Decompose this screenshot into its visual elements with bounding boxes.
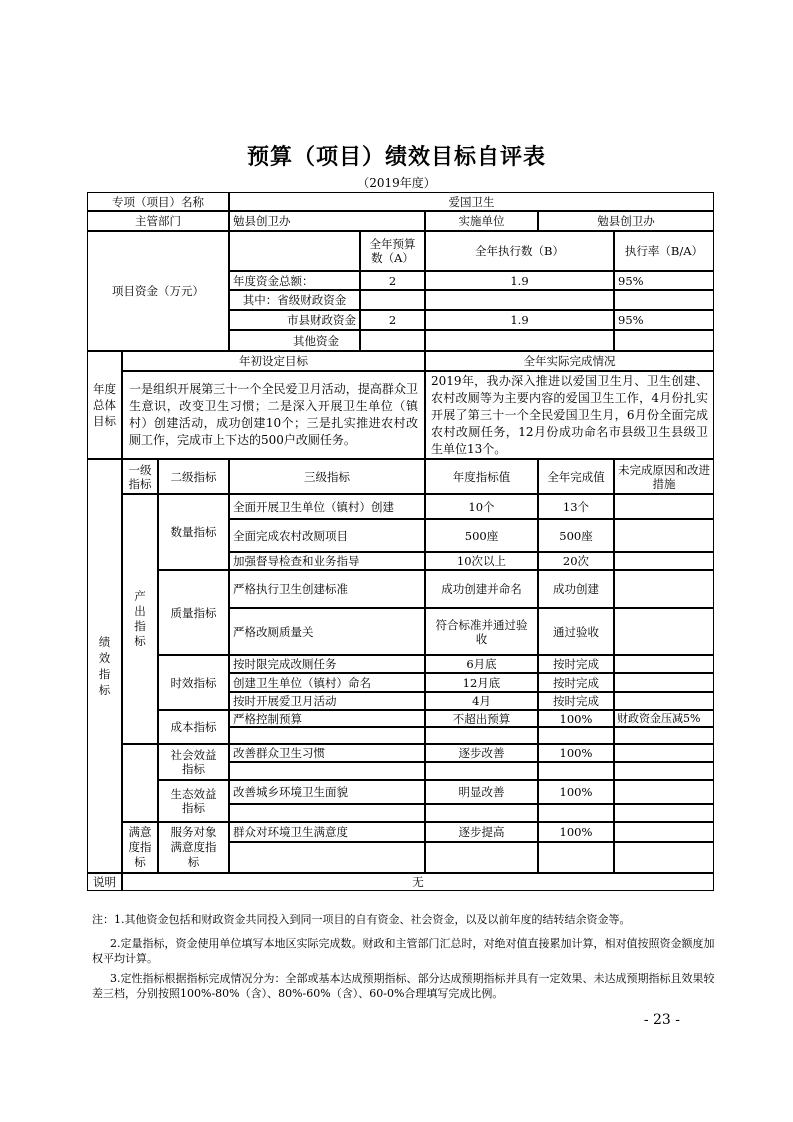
dept-value: 勉县创卫办 bbox=[229, 211, 425, 231]
indicator-actual bbox=[538, 727, 614, 744]
indicator-reason bbox=[614, 552, 714, 570]
effect-label bbox=[122, 744, 158, 822]
indicator-name: 加强督导检查和业务指导 bbox=[229, 552, 425, 570]
indicator-reason bbox=[614, 655, 714, 673]
indicator-reason: 财政资金压减5% bbox=[614, 710, 714, 727]
indicator-name: 改善城乡环境卫生面貌 bbox=[229, 780, 425, 804]
funds-row-budget: 2 bbox=[360, 310, 425, 330]
note-3: 3.定性指标根据指标完成情况分为：全部或基本达成预期指标、部分达成预期指标并具有一定效果、未达成预期指标且效果较差三档，分别按照100%-80%（含）、80%-60%（含）、60-0%合理填写完成比例。 bbox=[92, 972, 715, 1000]
indicator-actual: 100% bbox=[538, 822, 614, 842]
indicator-name bbox=[229, 804, 425, 822]
impl-label: 实施单位 bbox=[425, 211, 538, 231]
perf-h3: 三级指标 bbox=[229, 459, 425, 494]
cost-label: 成本指标 bbox=[158, 710, 229, 744]
perf-h5: 全年完成值 bbox=[538, 459, 614, 494]
indicator-actual: 通过验收 bbox=[538, 608, 614, 655]
funds-col-budget: 全年预算数（A） bbox=[360, 231, 425, 271]
indicator-name: 按时开展爱卫月活动 bbox=[229, 692, 425, 710]
indicator-target: 4月 bbox=[425, 692, 538, 710]
satisfaction-label: 满意度指标 bbox=[122, 822, 158, 873]
funds-row-name: 其他资金 bbox=[229, 330, 360, 351]
indicator-actual bbox=[538, 842, 614, 873]
indicator-actual: 100% bbox=[538, 780, 614, 804]
perf-h1: 一级指标 bbox=[122, 459, 158, 494]
goals-label: 年度总体目标 bbox=[87, 351, 122, 459]
indicator-target: 符合标准并通过验收 bbox=[425, 608, 538, 655]
indicator-actual: 100% bbox=[538, 744, 614, 762]
indicator-target bbox=[425, 762, 538, 780]
perf-h6: 未完成原因和改进措施 bbox=[614, 459, 714, 494]
indicator-reason bbox=[614, 804, 714, 822]
indicator-target: 500座 bbox=[425, 519, 538, 552]
impl-value: 勉县创卫办 bbox=[538, 211, 714, 231]
indicator-reason bbox=[614, 608, 714, 655]
social-label: 社会效益指标 bbox=[158, 744, 229, 780]
indicator-name: 全面完成农村改厕项目 bbox=[229, 519, 425, 552]
funds-row-exec: 1.9 bbox=[425, 271, 614, 290]
page-number: - 23 - bbox=[643, 1012, 680, 1028]
indicator-target: 成功创建并命名 bbox=[425, 570, 538, 608]
indicator-reason bbox=[614, 494, 714, 519]
indicator-target: 逐步提高 bbox=[425, 822, 538, 842]
indicator-name: 改善群众卫生习惯 bbox=[229, 744, 425, 762]
indicator-actual: 成功创建 bbox=[538, 570, 614, 608]
indicator-reason bbox=[614, 727, 714, 744]
indicator-target: 明显改善 bbox=[425, 780, 538, 804]
indicator-actual: 13个 bbox=[538, 494, 614, 519]
indicator-actual bbox=[538, 804, 614, 822]
dept-label: 主管部门 bbox=[87, 211, 229, 231]
indicator-reason bbox=[614, 780, 714, 804]
funds-col-rate: 执行率（B/A） bbox=[614, 231, 714, 271]
funds-row-budget bbox=[360, 290, 425, 310]
eco-label: 生态效益指标 bbox=[158, 780, 229, 822]
indicator-target: 逐步改善 bbox=[425, 744, 538, 762]
indicator-target: 6月底 bbox=[425, 655, 538, 673]
indicator-name: 按时限完成改厕任务 bbox=[229, 655, 425, 673]
indicator-reason bbox=[614, 519, 714, 552]
indicator-actual: 按时完成 bbox=[538, 692, 614, 710]
funds-row-exec bbox=[425, 290, 614, 310]
funds-row-exec bbox=[425, 330, 614, 351]
indicator-name bbox=[229, 762, 425, 780]
service-satisfaction-label: 服务对象满意度指标 bbox=[158, 822, 229, 873]
indicator-target: 10个 bbox=[425, 494, 538, 519]
funds-row-name: 年度资金总额： bbox=[229, 271, 360, 290]
indicator-target bbox=[425, 804, 538, 822]
indicator-name bbox=[229, 727, 425, 744]
funds-row-name: 其中：省级财政资金 bbox=[229, 290, 360, 310]
indicator-target: 不超出预算 bbox=[425, 710, 538, 727]
indicator-reason bbox=[614, 842, 714, 873]
indicator-actual: 100% bbox=[538, 710, 614, 727]
output-label: 产出指标 bbox=[122, 494, 158, 744]
indicator-name: 创建卫生单位（镇村）命名 bbox=[229, 673, 425, 692]
perf-h4: 年度指标值 bbox=[425, 459, 538, 494]
indicator-reason bbox=[614, 692, 714, 710]
indicator-reason bbox=[614, 673, 714, 692]
quality-label: 质量指标 bbox=[158, 570, 229, 655]
indicator-actual: 20次 bbox=[538, 552, 614, 570]
indicator-actual bbox=[538, 762, 614, 780]
funds-header-blank bbox=[229, 231, 360, 271]
indicator-target bbox=[425, 727, 538, 744]
goals-done-text: 2019年，我办深入推进以爱国卫生月、卫生创建、农村改厕等为主要内容的爱国卫生工作，4月份扎实开展了第三十一个全民爱国卫生月，6月份全面完成农村改厕任务，12月份成功命名市县级卫生县级卫生单位13个。 bbox=[425, 371, 714, 459]
indicator-reason bbox=[614, 762, 714, 780]
page-title: 预算（项目）绩效目标自评表 bbox=[246, 144, 546, 170]
indicator-actual: 500座 bbox=[538, 519, 614, 552]
goals-set-text: 一是组织开展第三十一个全民爱卫月活动，提高群众卫生意识，改变卫生习惯；二是深入开展卫生单位（镇村）创建活动，成功创建10个；三是扎实推进农村改厕工作，完成市上下达的500户改厕任务。 bbox=[122, 371, 425, 459]
note-2: 2.定量指标，资金使用单位填写本地区实际完成数。财政和主管部门汇总时，对绝对值直接累加计算，相对值按照资金额度加权平均计算。 bbox=[92, 937, 715, 965]
indicator-name bbox=[229, 842, 425, 873]
indicator-reason bbox=[614, 570, 714, 608]
indicator-target: 10次以上 bbox=[425, 552, 538, 570]
quantity-label: 数量指标 bbox=[158, 494, 229, 570]
remark-label: 说明 bbox=[87, 873, 122, 891]
funds-row-exec: 1.9 bbox=[425, 310, 614, 330]
indicator-name: 严格改厕质量关 bbox=[229, 608, 425, 655]
project-name-value: 爱国卫生 bbox=[229, 192, 714, 211]
funds-row-name: 市县财政资金 bbox=[229, 310, 360, 330]
remark-value: 无 bbox=[122, 873, 714, 891]
indicator-target: 12月底 bbox=[425, 673, 538, 692]
indicator-target bbox=[425, 842, 538, 873]
indicator-name: 群众对环境卫生满意度 bbox=[229, 822, 425, 842]
year-label: （2019年度） bbox=[357, 176, 436, 190]
funds-col-exec: 全年执行数（B） bbox=[425, 231, 614, 271]
indicator-actual: 按时完成 bbox=[538, 655, 614, 673]
funds-row-rate: 95% bbox=[614, 271, 714, 290]
funds-row-rate bbox=[614, 290, 714, 310]
goals-col-done: 全年实际完成情况 bbox=[425, 351, 714, 371]
project-name-label: 专项（项目）名称 bbox=[87, 192, 229, 211]
note-1: 注：1.其他资金包括和财政资金共同投入到同一项目的自有资金、社会资金，以及以前年度的结转结余资金等。 bbox=[92, 913, 631, 926]
indicator-reason bbox=[614, 822, 714, 842]
goals-col-set: 年初设定目标 bbox=[122, 351, 425, 371]
funds-row-rate bbox=[614, 330, 714, 351]
perf-label: 绩效指标 bbox=[87, 459, 122, 873]
indicator-name: 严格执行卫生创建标准 bbox=[229, 570, 425, 608]
indicator-name: 全面开展卫生单位（镇村）创建 bbox=[229, 494, 425, 519]
indicator-actual: 按时完成 bbox=[538, 673, 614, 692]
funds-row-budget: 2 bbox=[360, 271, 425, 290]
funds-label: 项目资金（万元） bbox=[87, 231, 229, 351]
time-label: 时效指标 bbox=[158, 655, 229, 710]
indicator-reason bbox=[614, 744, 714, 762]
funds-row-budget bbox=[360, 330, 425, 351]
funds-row-rate: 95% bbox=[614, 310, 714, 330]
indicator-name: 严格控制预算 bbox=[229, 710, 425, 727]
perf-h2: 二级指标 bbox=[158, 459, 229, 494]
